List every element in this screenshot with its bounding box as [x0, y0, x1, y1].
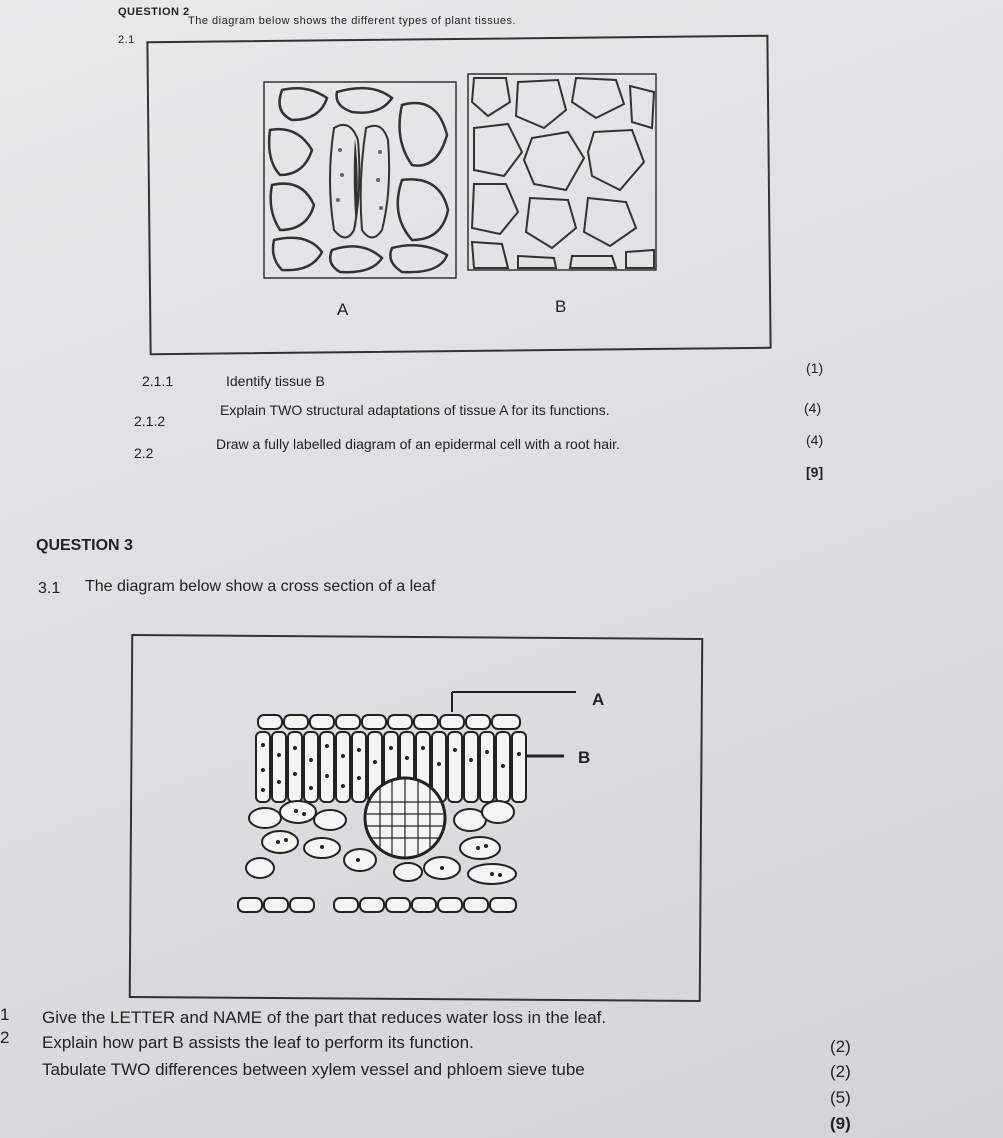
- q2-total-marks: [9]: [806, 464, 824, 480]
- q3-item-2-number: 2: [0, 1028, 10, 1047]
- question-3-1-number: 3.1: [38, 580, 61, 597]
- q3-item-1-text: Give the LETTER and NAME of the part that reduces water loss in the leaf.: [42, 1008, 607, 1027]
- question-3-1-text: The diagram below show a cross section of a leaf: [85, 578, 436, 595]
- question-2-1-number: 2.1: [118, 34, 135, 46]
- q2-2-text: Draw a fully labelled diagram of an epidermal cell with a root hair.: [216, 436, 620, 452]
- question-2-1-text: The diagram below shows the different types of plant tissues.: [188, 15, 517, 27]
- tissue-a-stomata-drawing: [262, 80, 458, 280]
- tissue-diagram-frame: [146, 35, 771, 355]
- tissue-b-label: B: [555, 297, 567, 316]
- q2-1-1-text: Identify tissue B: [226, 373, 325, 389]
- q3-item-3-text: Tabulate TWO differences between xylem vessel and phloem sieve tube: [42, 1060, 585, 1079]
- part-b-label: B: [578, 748, 591, 767]
- q3-item-2-marks: (2): [830, 1062, 851, 1081]
- q2-1-2-text: Explain TWO structural adaptations of tissue A for its functions.: [220, 402, 610, 418]
- q3-item-1-marks: (2): [830, 1037, 851, 1056]
- q2-1-1-marks: (1): [806, 360, 824, 376]
- question-2-heading: QUESTION 2: [118, 6, 190, 18]
- part-a-label: A: [592, 690, 605, 709]
- tissue-b-parenchyma-drawing: [466, 72, 658, 272]
- q2-2-marks: (4): [806, 432, 824, 448]
- q2-1-2-number: 2.1.2: [134, 413, 166, 429]
- question-3-heading: QUESTION 3: [36, 537, 133, 554]
- tissue-a-label: A: [337, 300, 349, 319]
- q3-item-3-marks: (5): [830, 1088, 851, 1107]
- q3-item-2-text: Explain how part B assists the leaf to perform its function.: [42, 1033, 474, 1052]
- q2-1-1-number: 2.1.1: [142, 373, 174, 389]
- q2-1-2-marks: (4): [804, 400, 822, 416]
- q3-total-marks: (9): [830, 1114, 851, 1133]
- q3-item-1-number: 1: [0, 1005, 10, 1024]
- leaf-cross-section-drawing: [230, 690, 530, 930]
- q2-2-number: 2.2: [134, 445, 154, 461]
